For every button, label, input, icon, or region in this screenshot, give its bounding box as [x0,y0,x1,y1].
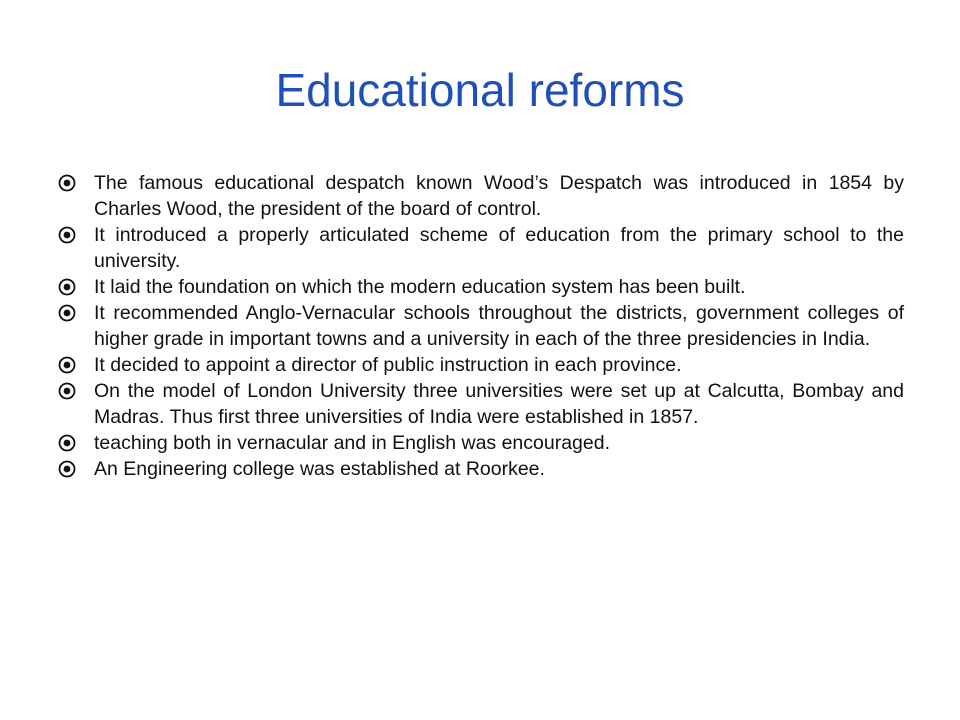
list-item [58,378,904,430]
list-item [58,222,904,274]
circled-dot-icon [58,382,76,400]
circled-dot-icon [58,278,76,296]
list-item [58,274,904,300]
circled-dot-icon [58,434,76,452]
list-item [58,456,904,482]
bullet-text: The famous educational despatch known Wood’s Despatch was introduced in 1854 by Charles Wood, the president of the board of control. [94,172,904,220]
circled-dot-icon [58,304,76,322]
list-item [58,430,904,456]
circled-dot-icon [58,460,76,478]
circled-dot-icon [58,356,76,374]
bullet-text: It recommended Anglo-Vernacular schools throughout the districts, government colleges of higher grade in important towns and a university in each of the three presidencies in India. [94,302,904,350]
bullet-text: teaching both in vernacular and in English was encouraged. [94,432,611,454]
circled-dot-icon [58,174,76,192]
list-item [58,300,904,352]
bullet-text: It introduced a properly articulated scheme of education from the primary school to the university. [94,224,904,272]
slide-title: Educational reforms [275,64,685,116]
bullet-text: On the model of London University three universities were set up at Calcutta, Bombay and Madras. Thus first three universities of India were established in 1857. [94,380,904,428]
list-item [58,352,904,378]
bullet-text: It decided to appoint a director of public instruction in each province. [94,354,682,376]
bullet-text: It laid the foundation on which the modern education system has been built. [94,276,746,298]
bullet-text: An Engineering college was established at Roorkee. [94,458,545,480]
circled-dot-icon [58,226,76,244]
bullet-list [58,170,904,482]
list-item [58,170,904,222]
